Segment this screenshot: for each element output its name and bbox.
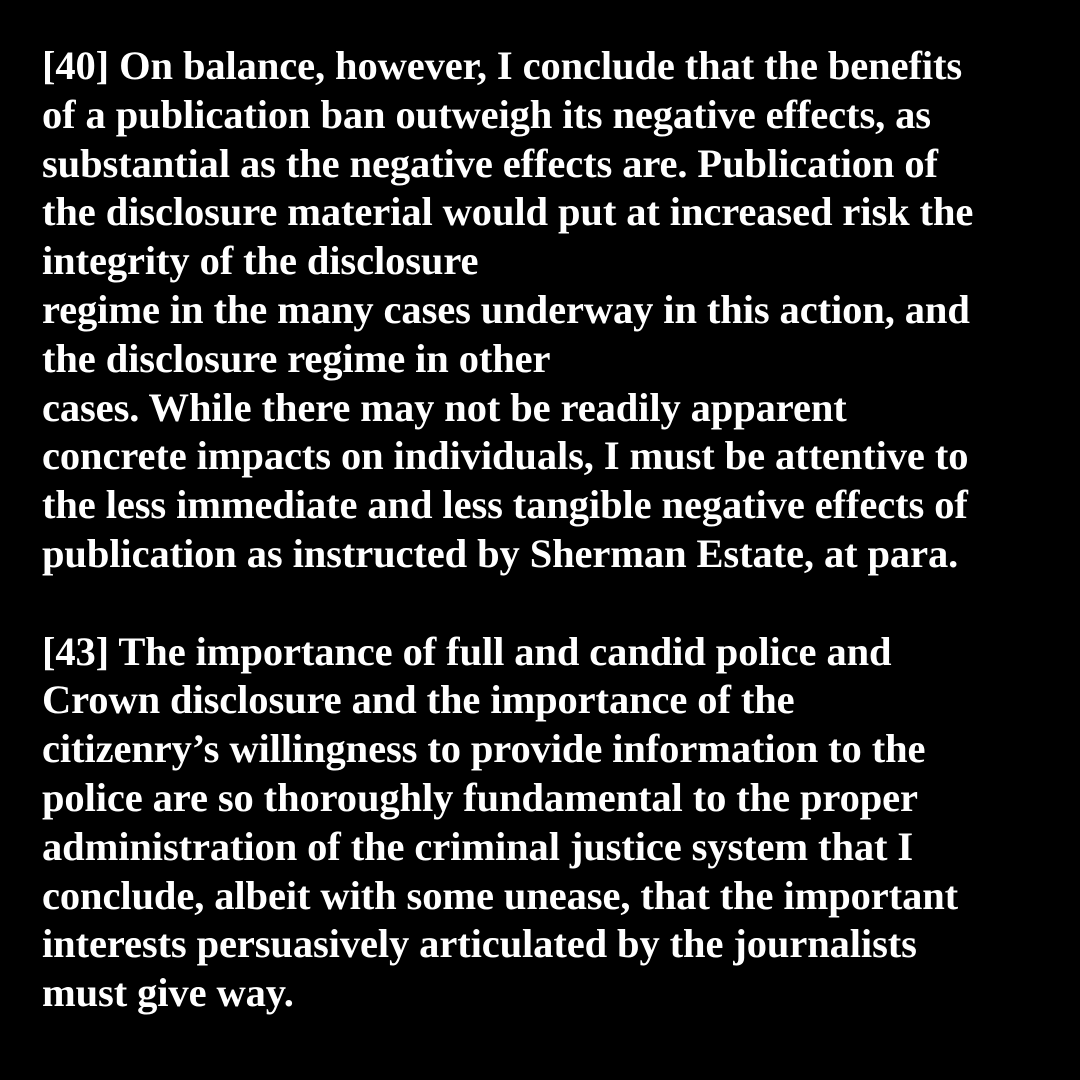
document-page xyxy=(42,42,1052,1018)
text-line: publication as instructed by Sherman Estate, at para. xyxy=(42,530,959,576)
text-line: Crown disclosure and the importance of the xyxy=(42,677,795,723)
text-line: concrete impacts on individuals, I must be attentive to xyxy=(42,433,969,479)
text-line: cases. While there may not be readily apparent xyxy=(42,384,847,430)
text-line: [40] On balance, however, I conclude that the benefits xyxy=(42,43,963,88)
paragraph-gap xyxy=(42,579,1052,628)
text-line: police are so thoroughly fundamental to the proper xyxy=(42,774,918,820)
text-line: interests persuasively articulated by the journalists xyxy=(42,921,917,967)
text-line: administration of the criminal justice system that I xyxy=(42,823,914,869)
text-line: [43] The importance of full and candid police and xyxy=(42,628,892,674)
text-line: the disclosure material would put at increased risk the xyxy=(42,189,974,235)
text-line: regime in the many cases underway in this action, and xyxy=(42,286,970,332)
text-line: of a publication ban outweigh its negative effects, as xyxy=(42,91,931,137)
text-line: the disclosure regime in other xyxy=(42,335,551,381)
text-line: substantial as the negative effects are. Publication of xyxy=(42,140,938,186)
text-line: must give way. xyxy=(42,970,294,1016)
paragraph-40 xyxy=(42,42,1052,579)
paragraph-43 xyxy=(42,628,1052,1018)
text-line: integrity of the disclosure xyxy=(42,238,479,284)
text-line: the less immediate and less tangible negative effects of xyxy=(42,482,968,528)
text-line: conclude, albeit with some unease, that the important xyxy=(42,872,959,918)
text-line: citizenry’s willingness to provide information to the xyxy=(42,726,926,772)
